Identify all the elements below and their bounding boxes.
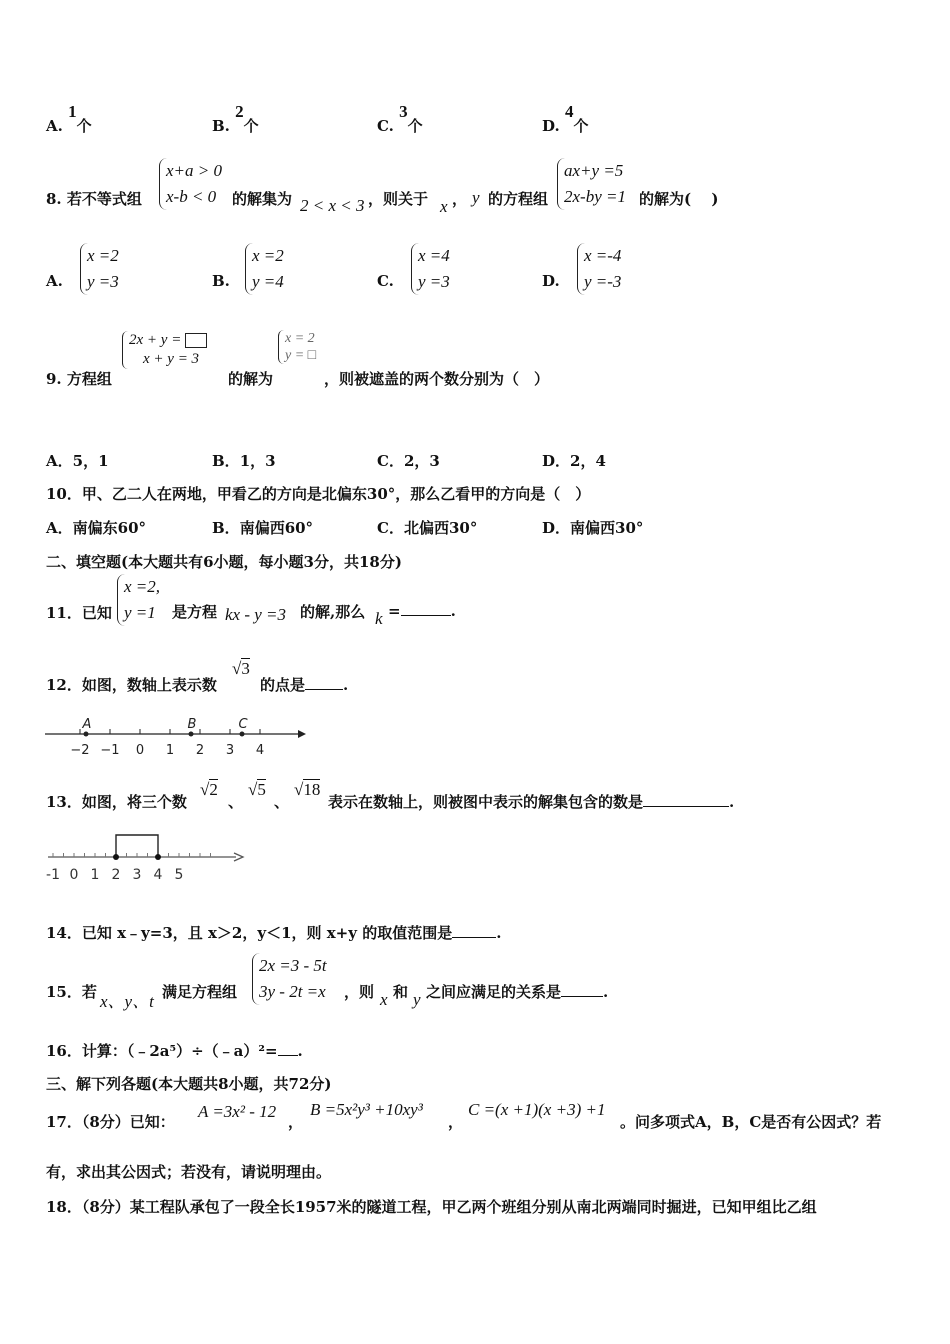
tick-label: 5 (174, 867, 184, 883)
tick-label: 4 (255, 743, 265, 758)
interval-start-point (113, 854, 119, 860)
q7-option-b: B. 2个 (212, 102, 259, 135)
tick-label: 0 (69, 867, 79, 883)
q9-option-c: C．2，3 (377, 452, 440, 470)
tick-label: 2 (111, 867, 121, 883)
q14-blank[interactable] (452, 923, 496, 938)
q16-blank[interactable] (278, 1041, 298, 1056)
q9-solution-image: x = 2 y = □ (278, 330, 316, 364)
q18-question: 18．（8分）某工程队承包了一段全长1957米的隧道工程，甲乙两个班组分别从南北两端同时掘进，已知甲组比乙组 (46, 1198, 817, 1216)
q10-option-a: A．南偏东60° (46, 519, 147, 537)
point-label: C (238, 717, 248, 732)
q7-option-d: D. 4个 (542, 102, 589, 135)
tick-label: 3 (225, 743, 235, 758)
tick-label: 1 (90, 867, 100, 883)
tick-label: −2 (70, 743, 90, 758)
q13-number-line (48, 832, 258, 882)
point-b (189, 732, 194, 737)
point-label: B (187, 717, 197, 732)
q9-option-a: A．5，1 (46, 452, 109, 470)
q8-inequality-system: x+a > 0 x-b < 0 (159, 158, 222, 210)
tick-label: 0 (135, 743, 145, 758)
sqrt-5: √5 (248, 780, 266, 799)
q7-option-a: A. 1个 (46, 102, 92, 135)
tick-label: -1 (46, 867, 60, 883)
q10-option-b: B．南偏西60° (212, 519, 314, 537)
point-c (240, 732, 245, 737)
q10-option-d: D．南偏西30° (542, 519, 644, 537)
interval-end-point (155, 854, 161, 860)
tick-label: −1 (100, 743, 120, 758)
tick-label: 3 (132, 867, 142, 883)
q7-option-c: C. 3个 (377, 102, 423, 135)
section-2-heading: 二、填空题(本大题共有6小题，每小题3分，共18分) (46, 553, 402, 571)
point-a (84, 732, 89, 737)
q13-blank[interactable] (643, 792, 729, 807)
q16-question: 16．计算：（﹣2a⁵）÷（﹣a）²= . (46, 1042, 303, 1060)
q9-equation-image: 2x + y = x + y = 3 (122, 331, 207, 369)
q9-option-d: D．2，4 (542, 452, 606, 470)
tick-label: 4 (153, 867, 163, 883)
q12-number-line (40, 712, 340, 762)
q8-equation-system: ax+y =5 2x-by =1 (557, 158, 626, 210)
q10-question: 10．甲、乙二人在两地，甲看乙的方向是北偏东30°，那么乙看甲的方向是（ ） (46, 485, 591, 503)
sqrt-3: √3 (232, 659, 250, 678)
q11-blank[interactable] (401, 601, 451, 616)
point-label: A (82, 717, 92, 732)
section-3-heading: 三、解下列各题(本大题共8小题，共72分) (46, 1075, 332, 1093)
sqrt-2: √2 (200, 780, 218, 799)
q12-blank[interactable] (305, 675, 343, 690)
q14-question: 14．已知 x﹣y=3，且 x＞2，y＜1，则 x+y 的取值范围是 . (46, 924, 502, 942)
q15-blank[interactable] (561, 982, 603, 997)
tick-label: 1 (165, 743, 175, 758)
sqrt-18: √18 (294, 780, 321, 799)
tick-label: 2 (195, 743, 205, 758)
axis-arrow (298, 730, 306, 738)
covered-box (185, 333, 207, 348)
q9-option-b: B．1，3 (212, 452, 276, 470)
q10-option-c: C．北偏西30° (377, 519, 478, 537)
